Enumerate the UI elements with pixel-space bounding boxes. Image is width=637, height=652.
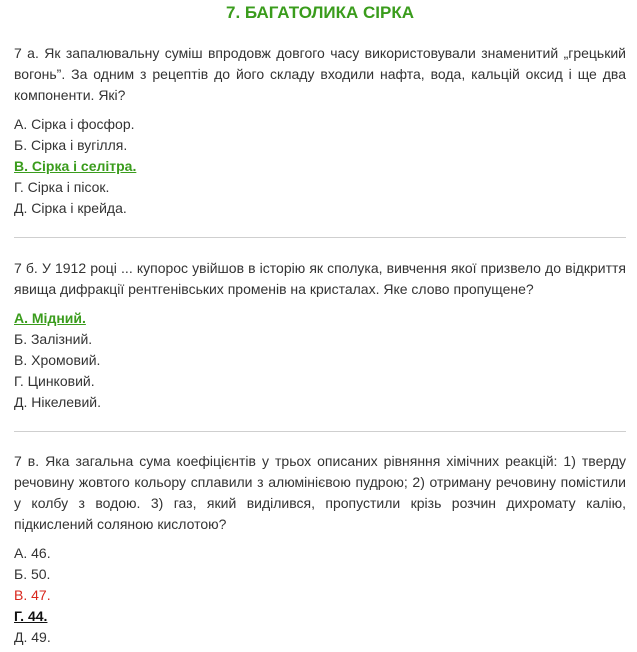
answer-option-d[interactable]: Д. 49. — [14, 629, 51, 645]
page-title: 7. БАГАТОЛИКА СІРКА — [225, 3, 415, 22]
question-block-7b — [14, 258, 626, 413]
answer-option-b[interactable]: Б. 50. — [14, 566, 51, 582]
answer-option-g[interactable]: Г. Цинковий. — [14, 373, 95, 389]
answer-option-a[interactable]: А. Сірка і фосфор. — [14, 116, 135, 132]
question-text: 7 в. Яка загальна сума коефіцієнтів у трьох описаних рівняння хімічних реакцій: 1) тверду речовину жовтого кольору сплавили з алюмінієвою пудрою; 2) отриману речовину помістили у колбу з водою. 3) газ, який виділився, пропустили крізь розчин дихромату калію, підкислений соляною кислотою? — [14, 453, 626, 532]
answer-option-a[interactable]: А. 46. — [14, 545, 51, 561]
answer-option-d[interactable]: Д. Сірка і крейда. — [14, 200, 127, 216]
answer-options — [14, 308, 626, 413]
divider — [14, 431, 626, 432]
divider — [14, 237, 626, 238]
answer-option-v-correct[interactable]: В. Сірка і селітра. — [14, 158, 137, 174]
question-block-7v — [14, 451, 626, 648]
answer-option-v-selected-wrong[interactable]: В. 47. — [14, 587, 51, 603]
answer-option-a-correct[interactable]: А. Мідний. — [14, 310, 86, 326]
answer-option-b[interactable]: Б. Залізний. — [14, 331, 93, 347]
answer-option-d[interactable]: Д. Нікелевий. — [14, 394, 102, 410]
answer-options — [14, 114, 626, 219]
question-text: 7 а. Як запалювальну суміш впродовж довгого часу використовували знаменитий „грецький вогонь”. За одним з рецептів до його складу входили нафта, вода, кальцій оксид і ще два компоненти. Які? — [14, 45, 626, 103]
question-block-7a — [14, 43, 626, 219]
answer-option-b[interactable]: Б. Сірка і вугілля. — [14, 137, 128, 153]
answer-option-g-correct[interactable]: Г. 44. — [14, 608, 48, 624]
question-text: 7 б. У 1912 році ... купорос увійшов в історію як сполука, вивчення якої призвело до відкриття явища дифракції рентгенівських променів на кристалах. Яке слово пропущене? — [14, 260, 626, 297]
answer-options — [14, 543, 626, 648]
answer-option-v[interactable]: В. Хромовий. — [14, 352, 101, 368]
answer-option-g[interactable]: Г. Сірка і пісок. — [14, 179, 110, 195]
